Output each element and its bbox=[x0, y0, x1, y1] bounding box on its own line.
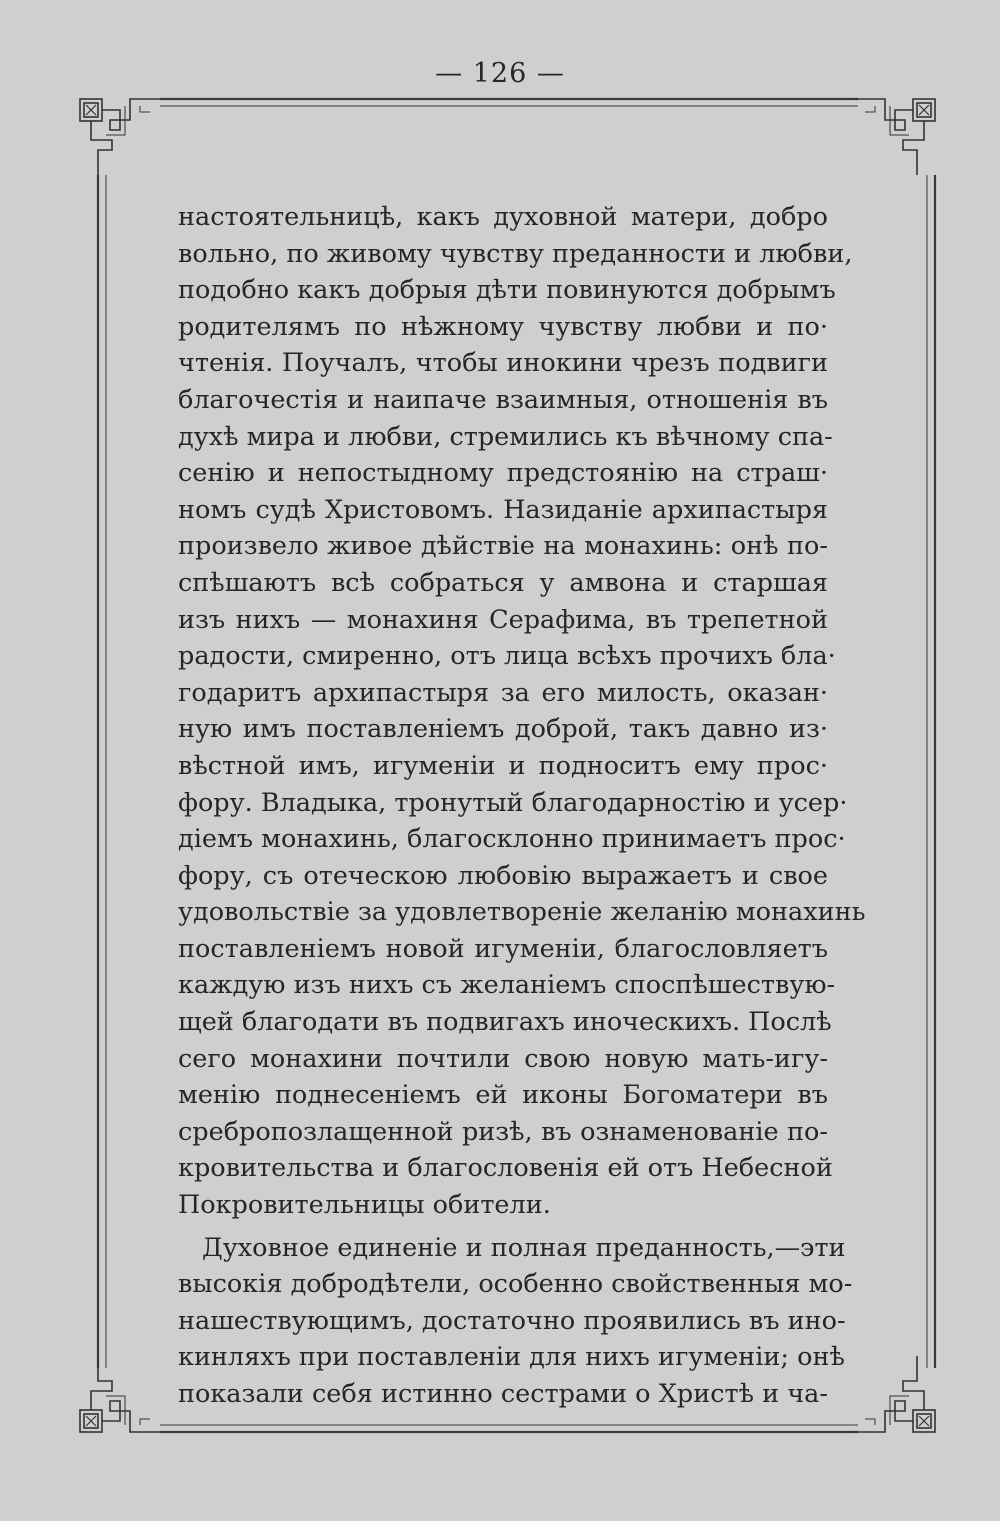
text-line: діемъ монахинь, благосклонно принимаетъ прос· bbox=[178, 824, 846, 855]
text-line: Духовное единеніе и полная преданность,—эти bbox=[202, 1232, 846, 1263]
corner-ornament-top-left bbox=[80, 99, 160, 175]
text-line: кровительства и благословенія ей отъ Небесной bbox=[178, 1153, 833, 1184]
text-line: высокія добродѣтели, особенно свойственныя мо- bbox=[178, 1269, 853, 1300]
text-line: каждую изъ нихъ съ желаніемъ споспѣшествую- bbox=[178, 970, 836, 1001]
text-line: настоятельницѣ, какъ духовной матери, добро bbox=[178, 202, 828, 232]
text-line: годаритъ архипастыря за его милость, оказан· bbox=[178, 677, 828, 708]
text-line: спѣшаютъ всѣ собраться у амвона и старшая bbox=[178, 567, 828, 598]
text-line: фору. Владыка, тронутый благодарностію и усер· bbox=[178, 787, 848, 818]
text-line: вольно, по живому чувству преданности и любви, bbox=[178, 238, 853, 269]
text-line: кинляхъ при поставленіи для нихъ игуменіи; онѣ bbox=[178, 1342, 845, 1373]
corner-ornament-bottom-right bbox=[855, 1356, 935, 1432]
body-text bbox=[178, 199, 866, 1413]
text-line: подобно какъ добрыя дѣти повинуются добрымъ bbox=[178, 275, 836, 306]
text-line: поставленіемъ новой игуменіи, благословляетъ bbox=[178, 933, 828, 964]
text-line: произвело живое дѣйствіе на монахинь: онѣ по- bbox=[178, 531, 828, 562]
text-line: фору, съ отеческою любовію выражаетъ и свое bbox=[178, 860, 828, 891]
text-line: удовольствіе за удовлетвореніе желанію монахинь bbox=[178, 897, 866, 928]
text-line: духѣ мира и любви, стремились къ вѣчному спа- bbox=[178, 421, 833, 452]
corner-ornament-top-right bbox=[855, 99, 935, 175]
text-line: благочестія и наипаче взаимныя, отношенія въ bbox=[178, 384, 828, 415]
text-line: Покровительницы обители. bbox=[178, 1190, 551, 1221]
text-line: показали себя истинно сестрами о Христѣ и ча- bbox=[178, 1379, 828, 1409]
text-line: сребропозлащенной ризѣ, въ ознаменованіе по- bbox=[178, 1116, 828, 1147]
paragraph-2 bbox=[178, 1230, 853, 1413]
text-line: нашествующимъ, достаточно проявились въ ино- bbox=[178, 1305, 846, 1336]
text-line: вѣстной имъ, игуменіи и подноситъ ему прос· bbox=[178, 750, 828, 781]
paragraph-1 bbox=[178, 199, 866, 1224]
text-line: чтенія. Поучалъ, чтобы инокини чрезъ подвиги bbox=[178, 348, 828, 379]
text-line: ную имъ поставленіемъ доброй, такъ давно из· bbox=[178, 714, 828, 745]
page-number: — 126 — bbox=[435, 58, 565, 89]
text-line: менію поднесеніемъ ей иконы Богоматери въ bbox=[178, 1080, 828, 1111]
corner-ornament-bottom-left bbox=[80, 1356, 160, 1432]
text-line: радости, смиренно, отъ лица всѣхъ прочихъ бла· bbox=[178, 641, 836, 672]
text-line: щей благодати въ подвигахъ иноческихъ. Послѣ bbox=[178, 1007, 832, 1038]
text-line: сего монахини почтили свою новую мать-игу- bbox=[178, 1043, 828, 1074]
text-line: номъ судѣ Христовомъ. Назиданіе архипастыря bbox=[178, 494, 828, 525]
text-line: изъ нихъ — монахиня Серафима, въ трепетной bbox=[178, 604, 828, 635]
text-line: родителямъ по нѣжному чувству любви и по· bbox=[178, 311, 828, 342]
text-line: сенію и непостыдному предстоянію на страш· bbox=[178, 458, 828, 489]
